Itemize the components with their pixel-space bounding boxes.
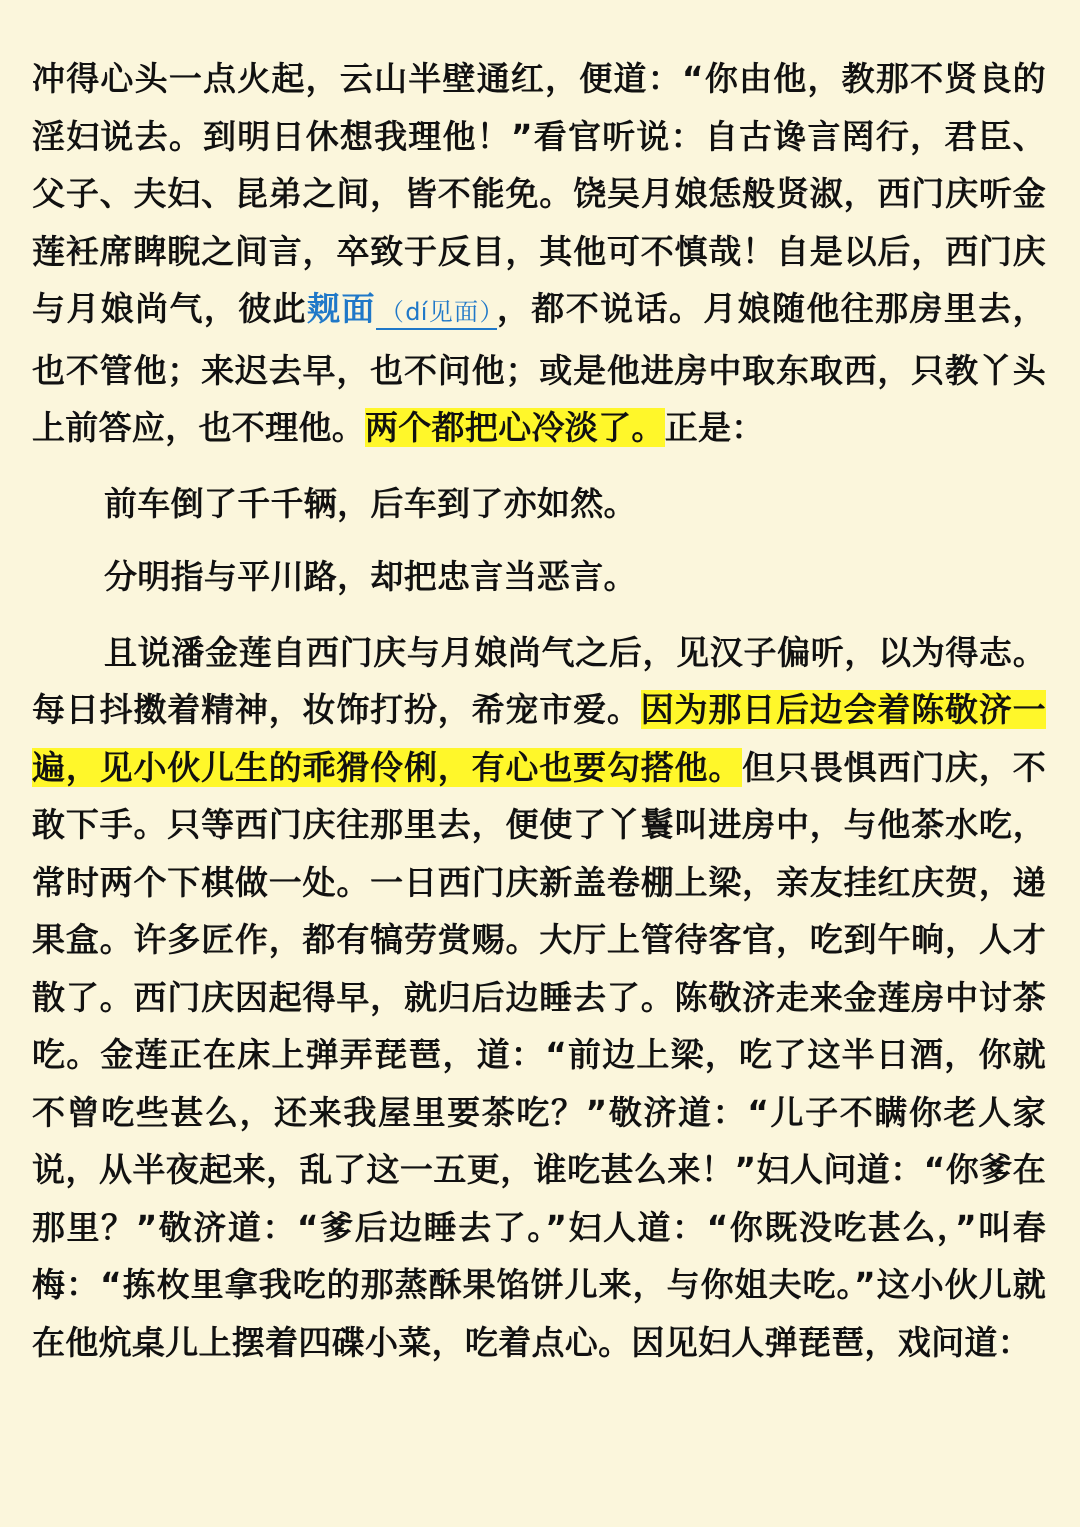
- highlighted-sentence-2: 因为那日后边会着陈敬济一遍，见小伙儿生的乖猾伶俐，有心也要勾搭他。: [32, 690, 1046, 787]
- paragraph-1-text-b: ，都不说话。月娘随他往那房里去，也不管他；来迟去早，也不问他；或是他进房中取东取西，只教丫头上前答应，也不理他。: [32, 289, 1046, 447]
- paragraph-2-text-b: 但只畏惧西门庆，不敢下手。只等西门庆往那里去，便使了丫鬟叫进房中，与他茶水吃，常时两个下棋做一处。一日西门庆新盖卷棚上梁，亲友挂红庆贺，递果盒。许多匠作，都有犒劳赏赐。大厅上管待客官，吃到午晌，人才散了。西门庆因起得早，就归后边睡去了。陈敬济走来金莲房中讨茶吃。金莲正在床上弹弄琵琶，道：“前边上梁，吃了这半日酒，你就不曾吃些甚么，还来我屋里要茶吃？”敬济道：“儿子不瞒你老人家说，从半夜起来，乱了这一五更，谁吃甚么来！”妇人问道：“你爹在那里？”敬济道：“爹后边睡去了。”妇人道：“你既没吃甚么，”叫春梅：“拣枚里拿我吃的那蒸酥果馅饼儿来，与你姐夫吃。”这小伙儿就在他炕桌儿上摆着四碟小菜，吃着点心。因见妇人弹琵琶，戏问道：: [32, 747, 1046, 1362]
- glossed-word: 觌面: [307, 289, 376, 328]
- highlighted-sentence-1: 两个都把心冷淡了。: [365, 408, 665, 447]
- paragraph-2-text-a: 且说潘金莲自西门庆与月娘尚气之后，见汉子偏听，以为得志。每日抖擞着精神，妆饰打扮，希宠市爱。: [32, 632, 1046, 729]
- verse-line-1: 前车倒了千千辆，后车到了亦如然。: [104, 483, 637, 523]
- verse-line-2: 分明指与平川路，却把忠言当恶言。: [104, 557, 637, 596]
- paragraph-1-text-c: 正是：: [664, 408, 765, 447]
- pinyin-annotation: （dí见面）: [376, 298, 497, 330]
- paragraph-1-text-a: 冲得心头一点火起，云山半壁通红，便道：“你由他，教那不贤良的淫妇说去。到明日休想我理他！”看官听说：自古谗言罔行，君臣、父子、夫妇、昆弟之间，皆不能免。饶吴月娘恁般贤淑，西门庆听金莲衽席睥睨之间言，卒致于反目，其他可不慎哉！自是以后，西门庆与月娘尚气，彼此: [32, 59, 1046, 328]
- paragraph-1: [32, 50, 1046, 457]
- paragraph-2: [32, 624, 1046, 1372]
